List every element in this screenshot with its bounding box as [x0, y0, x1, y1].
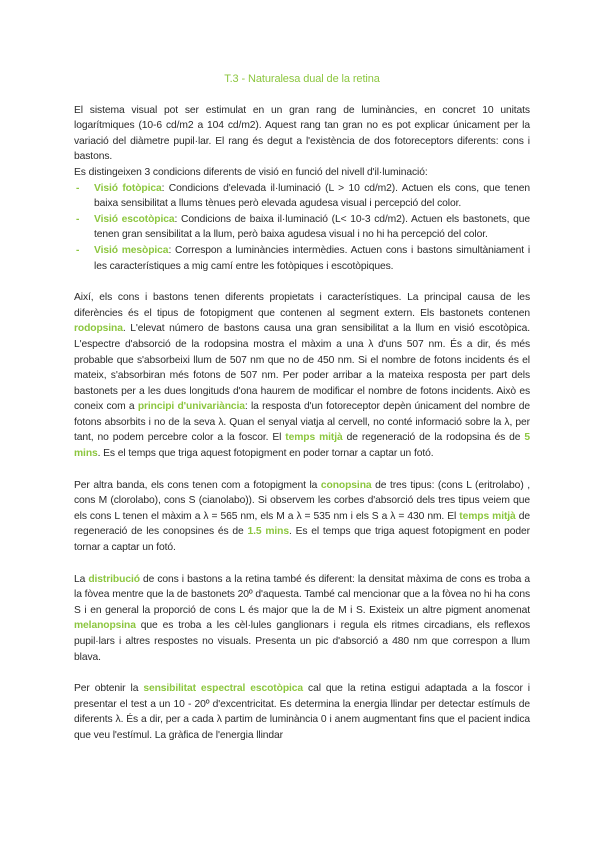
text-span: que es troba a les cèl·lules ganglionars i regula els ritmes circadians, els reflexos pupil·lars i altres respostes no visuals. Presenta un pic d'absorció a 480 nm que correspon a llum blava. — [74, 620, 530, 663]
highlight-term: sensibilitat espectral escotòpica — [143, 683, 304, 695]
highlight-term: Visió mesòpica — [94, 244, 169, 256]
text-span: Per altra banda, els cons tenen com a fotopigment la — [74, 479, 321, 491]
list-item-text: : Correspon a luminàncies intermèdies. Actuen cons i bastons simultàniament i les característiques a mig camí entre les fotòpiques i escotòpiques. — [94, 244, 531, 272]
paragraph-conditions-intro: Es distingeixen 3 condicions diferents de visió en funció del nivell d'il·luminació: — [74, 166, 428, 178]
highlight-term: distribució — [88, 573, 140, 585]
paragraph-intro: El sistema visual pot ser estimulat en un gran rang de luminàncies, en concret 10 unitats logarítmiques (10-6 cd/m2 a 104 cd/m2). Aquest rang tan gran no es pot explicar únicament per la variació del diàmetre pupil·lar. El rang és degut a l'existència de dos fotoreceptors diferents: cons i bastons. — [74, 104, 530, 163]
text-span: . L'elevat número de bastons causa una gran sensibilitat a la llum en visió escotòpica. L'espectre d'absorció de la rodopsina mostra el màxim a una λ d'uns 507 nm. És a dir, és més probable que s'absorbeixi llum de 507 nm que no de 450 nm. Si el nombre de fotons incidents és el mateix, s'absorbiran més fotons de 507 nm. Per poder arribar a la mateixa resposta per part dels bastonets per a les dues longituds d'ona haurem de modificar el nombre de fotons incidents. Això es coneix com a — [74, 323, 530, 413]
highlight-term: Visió fotòpica — [94, 182, 162, 194]
list-dash: - — [76, 244, 80, 256]
paragraph-rods — [74, 290, 530, 462]
text-span: : la resposta d'un fotoreceptor depèn únicament del nombre de fotons absorbits i no de la seva λ. Quan el senyal viatja al cervell, no conté informació sobre la λ, per tant, no podem percebre color a la foscor. El — [74, 401, 531, 444]
highlight-term: temps mitjà — [459, 510, 516, 522]
highlight-term: temps mitjà — [285, 432, 343, 444]
text-span: de tres tipus: (cons L (eritrolabo) , cons M (clorolabo), cons S (cianolabo)). Si observem les corbes d'absorció dels tres tipus veiem que els cons L tenen el màxim a λ = 565 nm, els M a λ = 535 nm i els S a λ = 430 nm. El — [74, 479, 531, 522]
highlight-term: rodopsina — [74, 323, 123, 335]
text-span: de cons i bastons a la retina també és diferent: la densitat màxima de cons es troba a la fòvea mentre que la de bastonets 20º d'aquesta. També cal mencionar que a la fòvea no hi ha cons S i en general la proporció de cons L és major que la de M i S. Existeix un altre pigment anomenat — [74, 573, 530, 616]
paragraph-distribution — [74, 572, 530, 666]
highlight-term: 1.5 mins — [247, 526, 289, 538]
text-span: cal que la retina estigui adaptada a la foscor i presentar el test a un 10 - 20º d'excentricitat. Es determina la energia llindar per detectar estímuls de diferents λ. És a dir, per a cada λ partim de luminància 0 i anem augmentant fins que el pacient indica que veu l'estímul. La gràfica de l'energia llindar — [74, 683, 530, 741]
text-span: Així, els cons i bastons tenen diferents propietats i característiques. La principal causa de les diferències és el tipus de fotopigment que contenen al segment extern. Els bastonets contenen — [74, 292, 530, 319]
paragraph-scotopic-sensitivity — [74, 681, 530, 743]
text-span: . Es el temps que triga aquest fotopigment en poder tornar a captar un fotó. — [97, 448, 434, 460]
list-item-text: : Condicions d'elevada il·luminació (L > 10 cd/m2). Actuen els cons, que tenen baixa sensibilitat a llums tènues però elevada agudesa visual i percepció del color. — [94, 182, 530, 210]
paragraph-cones — [74, 478, 530, 556]
page-title: T.3 - Naturalesa dual de la retina — [224, 73, 380, 85]
highlight-term: principi d'univariància — [137, 401, 245, 413]
text-span: La — [74, 573, 89, 585]
highlight-term: melanopsina — [74, 620, 136, 632]
list-item — [74, 243, 530, 274]
highlight-term: conopsina — [320, 479, 372, 491]
text-span: de regeneració de la rodopsina és de — [342, 432, 525, 444]
list-item — [74, 212, 530, 243]
list-dash: - — [76, 213, 80, 225]
list-item — [74, 181, 530, 212]
list-dash: - — [76, 182, 80, 194]
text-span: de regeneració de les conopsines és de — [74, 510, 530, 538]
highlight-term: 5 mins — [74, 432, 530, 460]
text-span: Per obtenir la — [74, 683, 144, 695]
text-span: . Es el temps que triga aquest fotopigment en poder tornar a captar un fotó. — [74, 526, 530, 554]
vision-conditions-list — [74, 181, 530, 275]
highlight-term: Visió escotòpica — [94, 213, 175, 225]
list-item-text: : Condicions de baixa il·luminació (L< 10-3 cd/m2). Actuen els bastonets, que tenen gran sensibilitat a la llum, però baixa agudesa visual i no hi ha percepció del color. — [94, 213, 530, 241]
document-page — [74, 72, 530, 744]
